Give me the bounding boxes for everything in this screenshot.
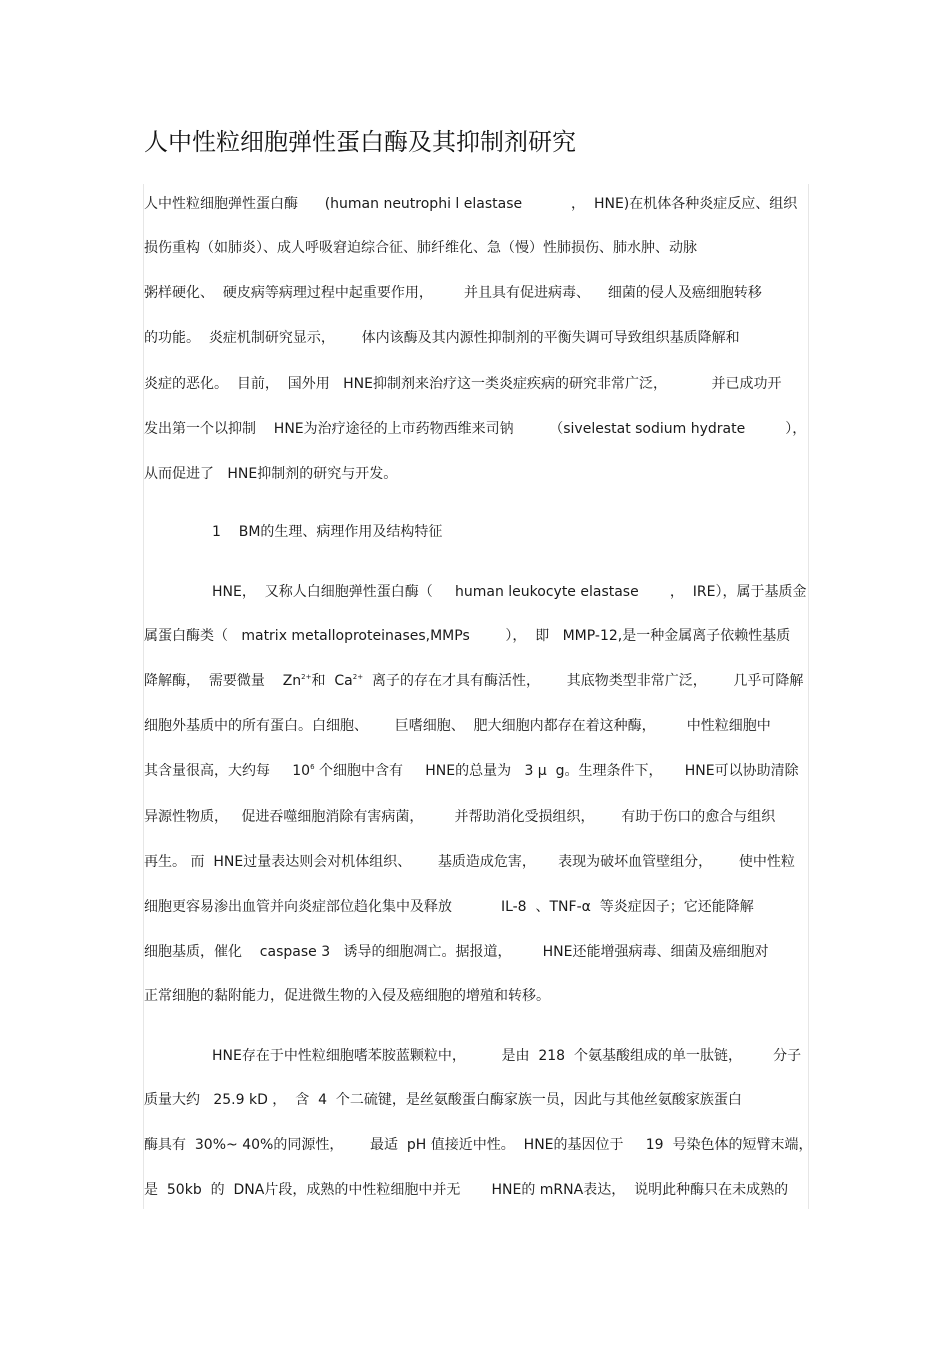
- ca-superscript: 2+: [352, 673, 364, 681]
- paragraph-2-line-1: HNE， 又称人白细胞弹性蛋白酶（ human leukocyte elastase ， IRE），属于基质金: [212, 584, 807, 600]
- document-title: 人中性粒细胞弹性蛋白酶及其抑制剂研究: [144, 128, 576, 156]
- zn-superscript: 2+: [301, 673, 312, 681]
- paragraph-1-line-1: 人中性粒细胞弹性蛋白酶 (human neutrophi l elastase ， HNE)在机体各种炎症反应、组织: [144, 196, 798, 212]
- paragraph-2-line-7: 再生。 而 HNE过量表达则会对机体组织、 基质造成危害， 表现为破坏血管壁组分， 使中性粒: [144, 854, 795, 870]
- line-3-text-b: 和 Ca: [311, 673, 353, 689]
- paragraph-1-line-5: 炎症的恶化。 目前， 国外用 HNE抑制剂来治疗这一类炎症疾病的研究非常广泛， 并已成功开: [144, 376, 782, 392]
- paragraph-2-line-5: [144, 761, 799, 781]
- line-3-text-c: 离子的存在才具有酶活性， 其底物类型非常广泛， 几乎可降解: [363, 673, 804, 689]
- paragraph-2-line-8: 细胞更容易渗出血管并向炎症部位趋化集中及释放 IL-8 、TNF-α 等炎症因子；它还能降解: [144, 899, 754, 915]
- paragraph-3-line-2: 质量大约 25.9 kD ， 含 4 个二硫键，是丝氨酸蛋白酶家族一员，因此与其他丝氨酸家族蛋白: [144, 1092, 742, 1108]
- line-5-text-b: 个细胞中含有 HNE的总量为 3 μ g。生理条件下， HNE可以协助清除: [314, 763, 799, 779]
- exponent-superscript: 6: [310, 763, 315, 771]
- section-heading: 1 BM的生理、病理作用及结构特征: [212, 524, 443, 540]
- paragraph-1-line-3: 粥样硬化、 硬皮病等病理过程中起重要作用， 并且具有促进病毒、 细菌的侵人及癌细胞转移: [144, 285, 762, 301]
- paragraph-3-line-3: 酶具有 30%~ 40%的同源性， 最适 pH 值接近中性。 HNE的基因位于 19 号染色体的短臂末端，: [144, 1137, 813, 1153]
- paragraph-2-line-10: 正常细胞的黏附能力，促进微生物的入侵及癌细胞的增殖和转移。: [144, 988, 550, 1004]
- paragraph-2-line-9: 细胞基质，催化 caspase 3 诱导的细胞凋亡。据报道， HNE还能增强病毒、细菌及癌细胞对: [144, 944, 769, 960]
- paragraph-1-line-4: 的功能。 炎症机制研究显示， 体内该酶及其内源性抑制剂的平衡失调可导致组织基质降解和: [144, 330, 740, 346]
- line-5-text-a: 其含量很高，大约每 10: [144, 763, 311, 779]
- paragraph-3-line-1: HNE存在于中性粒细胞嗜苯胺蓝颗粒中， 是由 218 个氨基酸组成的单一肽链， 分子: [212, 1048, 802, 1064]
- paragraph-1-line-7: 从而促进了 HNE抑制剂的研究与开发。: [144, 466, 398, 482]
- paragraph-1-line-6: 发出第一个以抑制 HNE为治疗途径的上市药物西维来司钠 （sivelestat sodium hydrate ），: [144, 421, 807, 437]
- paragraph-3-line-4: 是 50kb 的 DNA片段，成熟的中性粒细胞中并无 HNE的 mRNA表达， 说明此种酶只在未成熟的: [144, 1182, 789, 1198]
- paragraph-2-line-3: [144, 671, 803, 691]
- line-3-text-a: 降解酶， 需要微量 Zn: [144, 673, 302, 689]
- paragraph-2-line-2: 属蛋白酶类（ matrix metalloproteinases,MMPs ）， 即 MMP-12,是一种金属离子依赖性基质: [144, 628, 791, 644]
- paragraph-2-line-6: 异源性物质， 促进吞噬细胞消除有害病菌， 并帮助消化受损组织， 有助于伤口的愈合与组织: [144, 809, 776, 825]
- paragraph-2-line-4: 细胞外基质中的所有蛋白。白细胞、 巨嗜细胞、 肥大细胞内都存在着这种酶， 中性粒细胞中: [144, 718, 771, 734]
- paragraph-1-line-2: 损伤重构（如肺炎）、成人呼吸窘迫综合征、肺纤维化、急（慢）性肺损伤、肺水肿、动脉: [144, 240, 697, 256]
